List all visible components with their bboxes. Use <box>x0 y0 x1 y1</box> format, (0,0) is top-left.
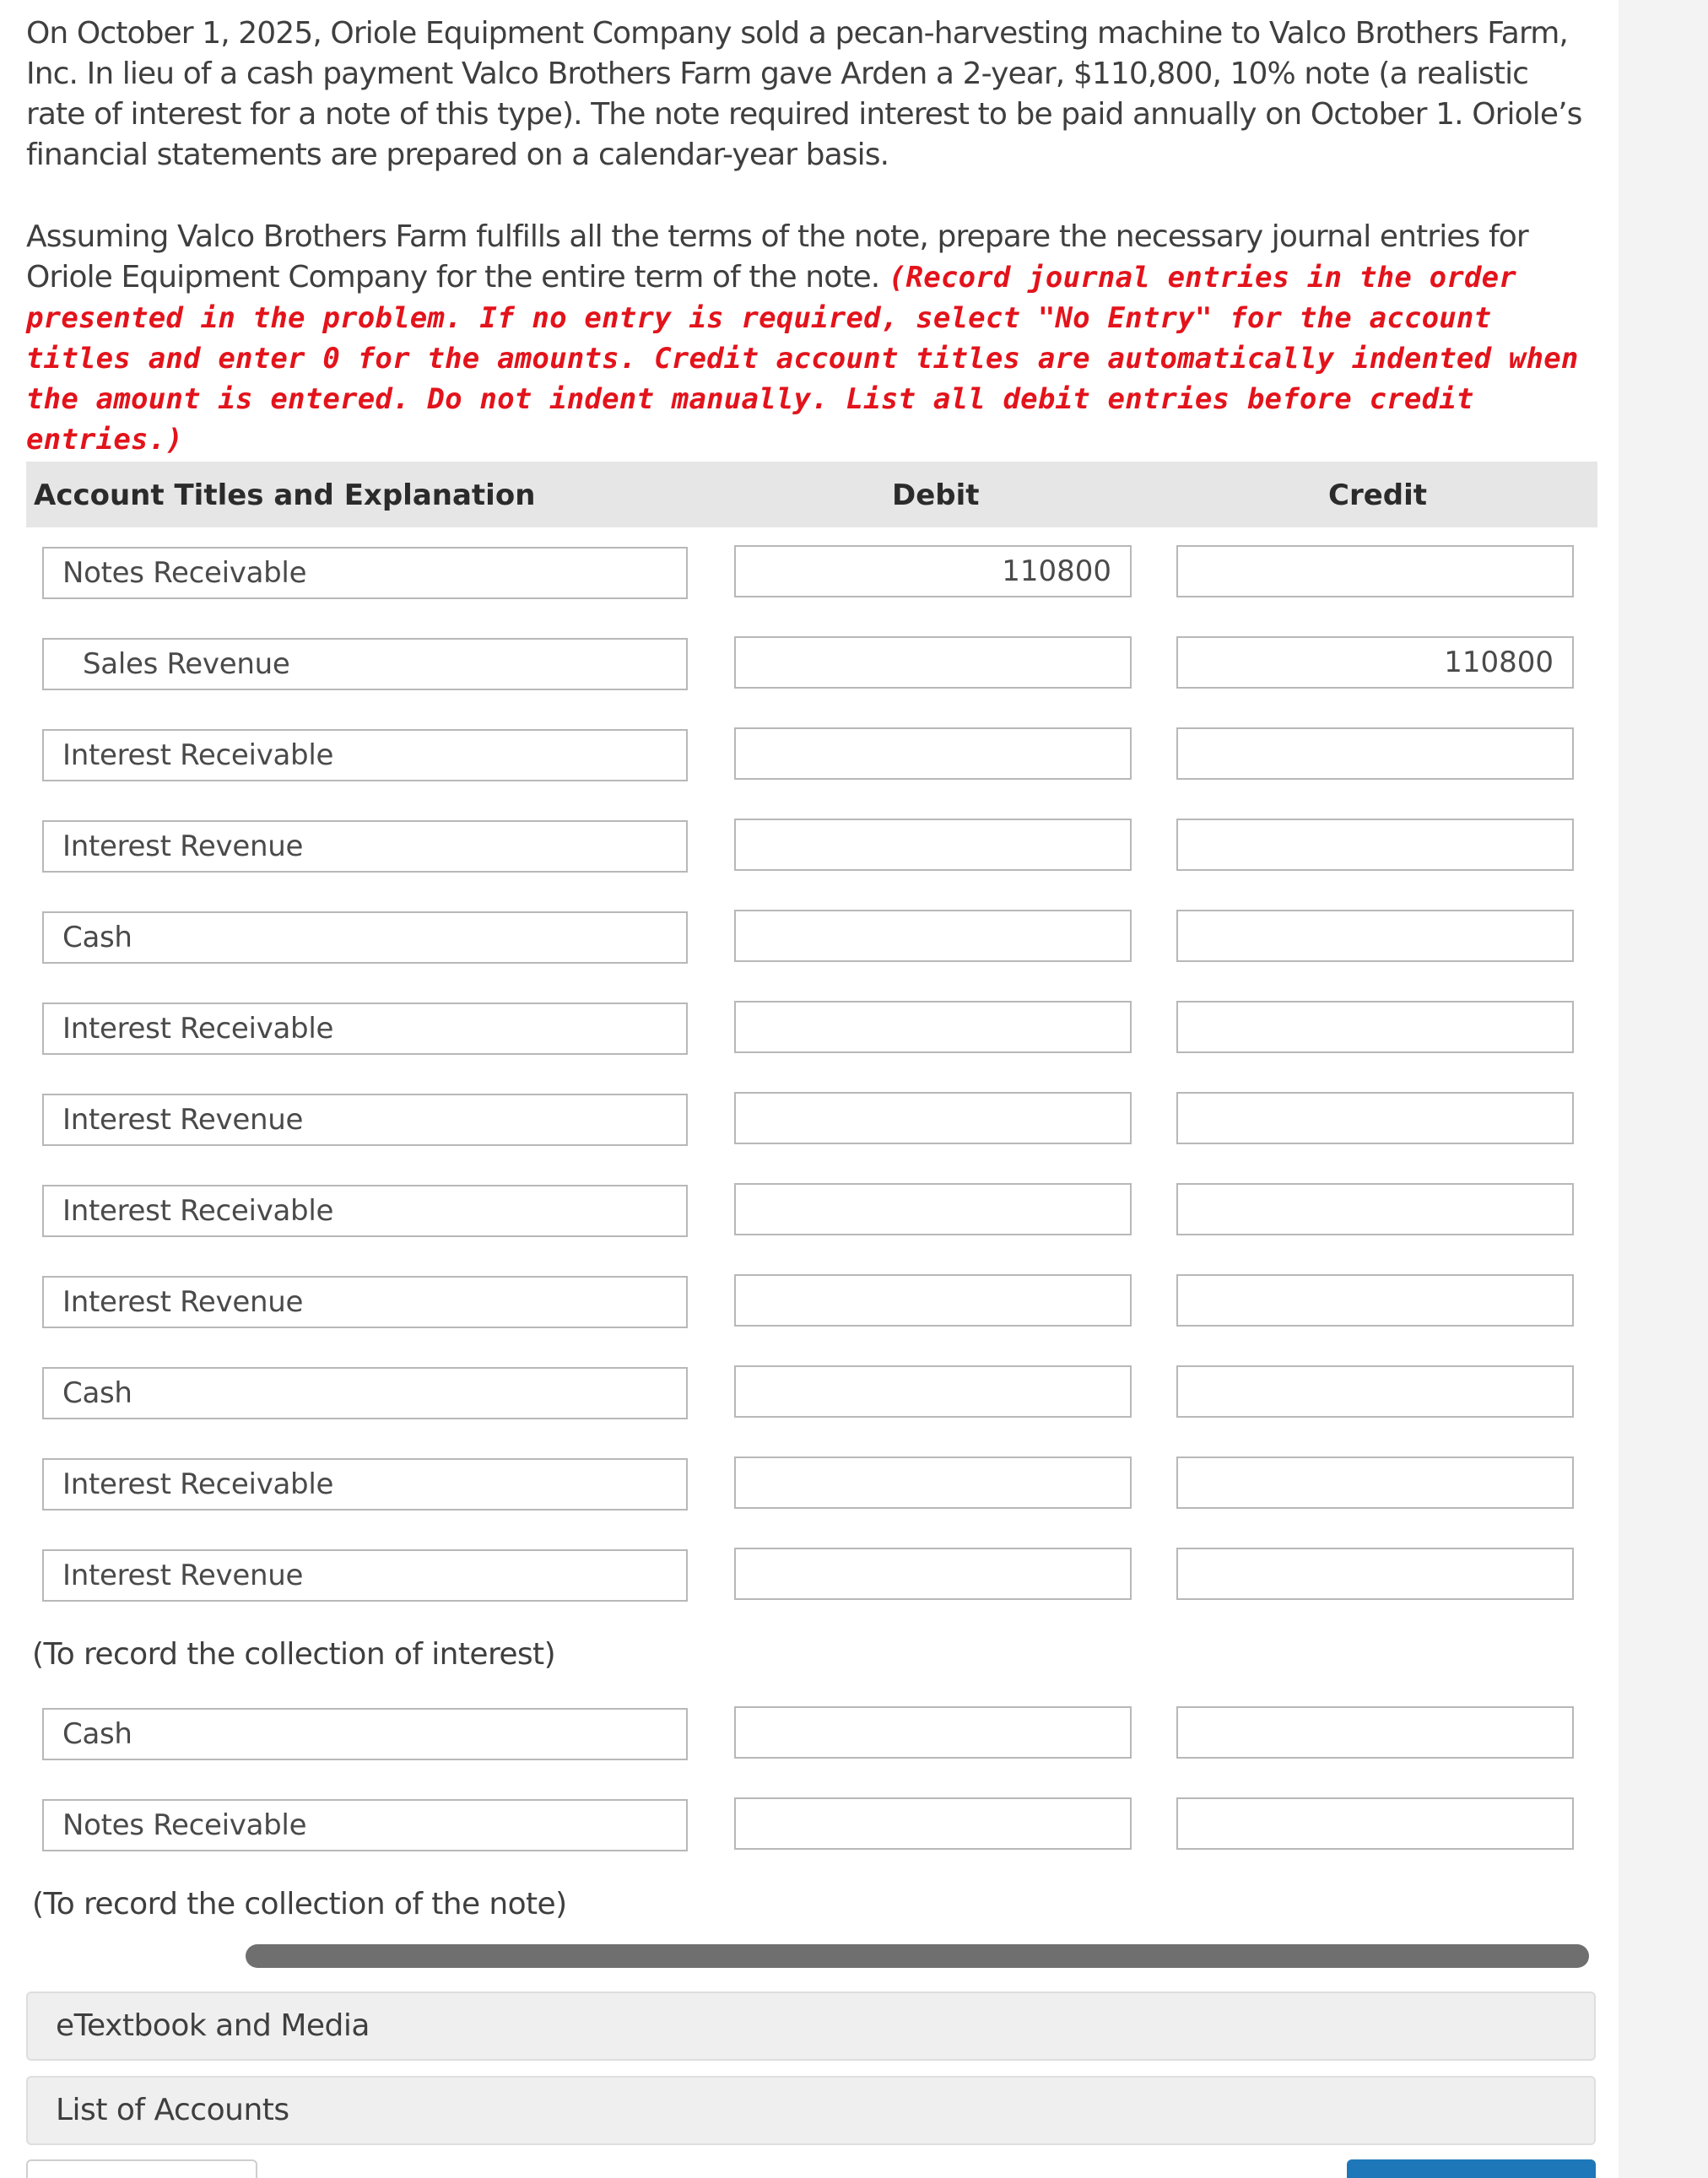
journal-row <box>0 1549 1619 1605</box>
journal-row <box>0 1003 1619 1058</box>
header-debit: Debit <box>892 478 980 512</box>
credit-input[interactable] <box>1176 545 1574 597</box>
bottom-left-button[interactable] <box>26 2159 257 2178</box>
debit-input[interactable] <box>734 1548 1132 1600</box>
account-title-input[interactable]: Cash <box>42 1708 688 1760</box>
account-title-input[interactable]: Interest Receivable <box>42 729 688 781</box>
account-title-input[interactable]: Notes Receivable <box>42 547 688 599</box>
etextbook-media-panel[interactable]: eTextbook and Media <box>26 1992 1596 2061</box>
account-title-input[interactable]: Interest Revenue <box>42 820 688 873</box>
journal-row <box>0 1276 1619 1332</box>
journal-row <box>0 1799 1619 1855</box>
explanation-note-collection: (To record the collection of the note) <box>32 1887 567 1921</box>
journal-row <box>0 638 1619 694</box>
instructions <box>26 217 1604 460</box>
credit-input[interactable] <box>1176 1457 1574 1509</box>
journal-row <box>0 820 1619 876</box>
account-title-input[interactable]: Interest Revenue <box>42 1276 688 1328</box>
journal-row <box>0 1185 1619 1240</box>
header-credit: Credit <box>1328 478 1428 512</box>
credit-input[interactable] <box>1176 1274 1574 1327</box>
problem-statement <box>26 14 1596 176</box>
journal-row <box>0 1367 1619 1423</box>
instructions-text: Assuming Valco Brothers Farm fulfills all the terms of the note, prepare the necessary journal entries for Oriole Equipment Company for the entire term of the note. <box>26 219 1528 295</box>
account-title-input[interactable]: Interest Receivable <box>42 1458 688 1511</box>
credit-input[interactable] <box>1176 1183 1574 1235</box>
credit-input[interactable] <box>1176 910 1574 962</box>
account-title-input[interactable]: Cash <box>42 1367 688 1419</box>
credit-input[interactable] <box>1176 819 1574 871</box>
debit-input[interactable] <box>734 910 1132 962</box>
submit-button[interactable] <box>1347 2159 1596 2178</box>
debit-input[interactable] <box>734 1797 1132 1850</box>
debit-input[interactable] <box>734 819 1132 871</box>
problem-paragraph: On October 1, 2025, Oriole Equipment Company sold a pecan-harvesting machine to Valco Brothers Farm, Inc. In lieu of a cash payment Valco Brothers Farm gave Arden a 2-year, $110,800, 10% note (a realistic rate of interest for a note of this type). The note required interest to be paid annually on October 1. Oriole’s financial statements are prepared on a calendar-year basis. <box>26 16 1582 172</box>
account-title-input[interactable]: Interest Receivable <box>42 1185 688 1237</box>
credit-input[interactable]: 110800 <box>1176 636 1574 689</box>
credit-input[interactable] <box>1176 1001 1574 1053</box>
journal-row <box>0 1708 1619 1764</box>
journal-row <box>0 1458 1619 1514</box>
account-title-input[interactable]: Interest Revenue <box>42 1549 688 1602</box>
horizontal-scrollbar[interactable] <box>246 1944 1589 1968</box>
debit-input[interactable] <box>734 1457 1132 1509</box>
journal-row <box>0 1094 1619 1149</box>
journal-row <box>0 547 1619 603</box>
debit-input[interactable]: 110800 <box>734 545 1132 597</box>
account-title-input[interactable]: Interest Revenue <box>42 1094 688 1146</box>
debit-input[interactable] <box>734 1183 1132 1235</box>
debit-input[interactable] <box>734 1001 1132 1053</box>
debit-input[interactable] <box>734 1706 1132 1759</box>
credit-input[interactable] <box>1176 727 1574 780</box>
debit-input[interactable] <box>734 636 1132 689</box>
instructions-red-text: (Record journal entries in the order presented in the problem. If no entry is required, select "No Entry" for the account titles and enter 0 for the amounts. Credit account titles are automatically indented when the amount is entered. Do not indent manually. List all debit entries before credit entries.) <box>26 261 1579 457</box>
credit-input[interactable] <box>1176 1092 1574 1144</box>
debit-input[interactable] <box>734 727 1132 780</box>
account-title-input[interactable]: Sales Revenue <box>42 638 688 690</box>
account-title-input[interactable]: Interest Receivable <box>42 1003 688 1055</box>
credit-input[interactable] <box>1176 1548 1574 1600</box>
debit-input[interactable] <box>734 1092 1132 1144</box>
credit-input[interactable] <box>1176 1365 1574 1418</box>
explanation-interest-collection: (To record the collection of interest) <box>32 1637 556 1672</box>
debit-input[interactable] <box>734 1365 1132 1418</box>
journal-table-header <box>26 462 1597 527</box>
list-of-accounts-panel[interactable]: List of Accounts <box>26 2076 1596 2145</box>
header-account-titles: Account Titles and Explanation <box>34 478 536 512</box>
account-title-input[interactable]: Notes Receivable <box>42 1799 688 1851</box>
credit-input[interactable] <box>1176 1706 1574 1759</box>
page-right-margin <box>1619 0 1708 2178</box>
journal-row <box>0 729 1619 785</box>
journal-row <box>0 911 1619 967</box>
debit-input[interactable] <box>734 1274 1132 1327</box>
account-title-input[interactable]: Cash <box>42 911 688 964</box>
credit-input[interactable] <box>1176 1797 1574 1850</box>
